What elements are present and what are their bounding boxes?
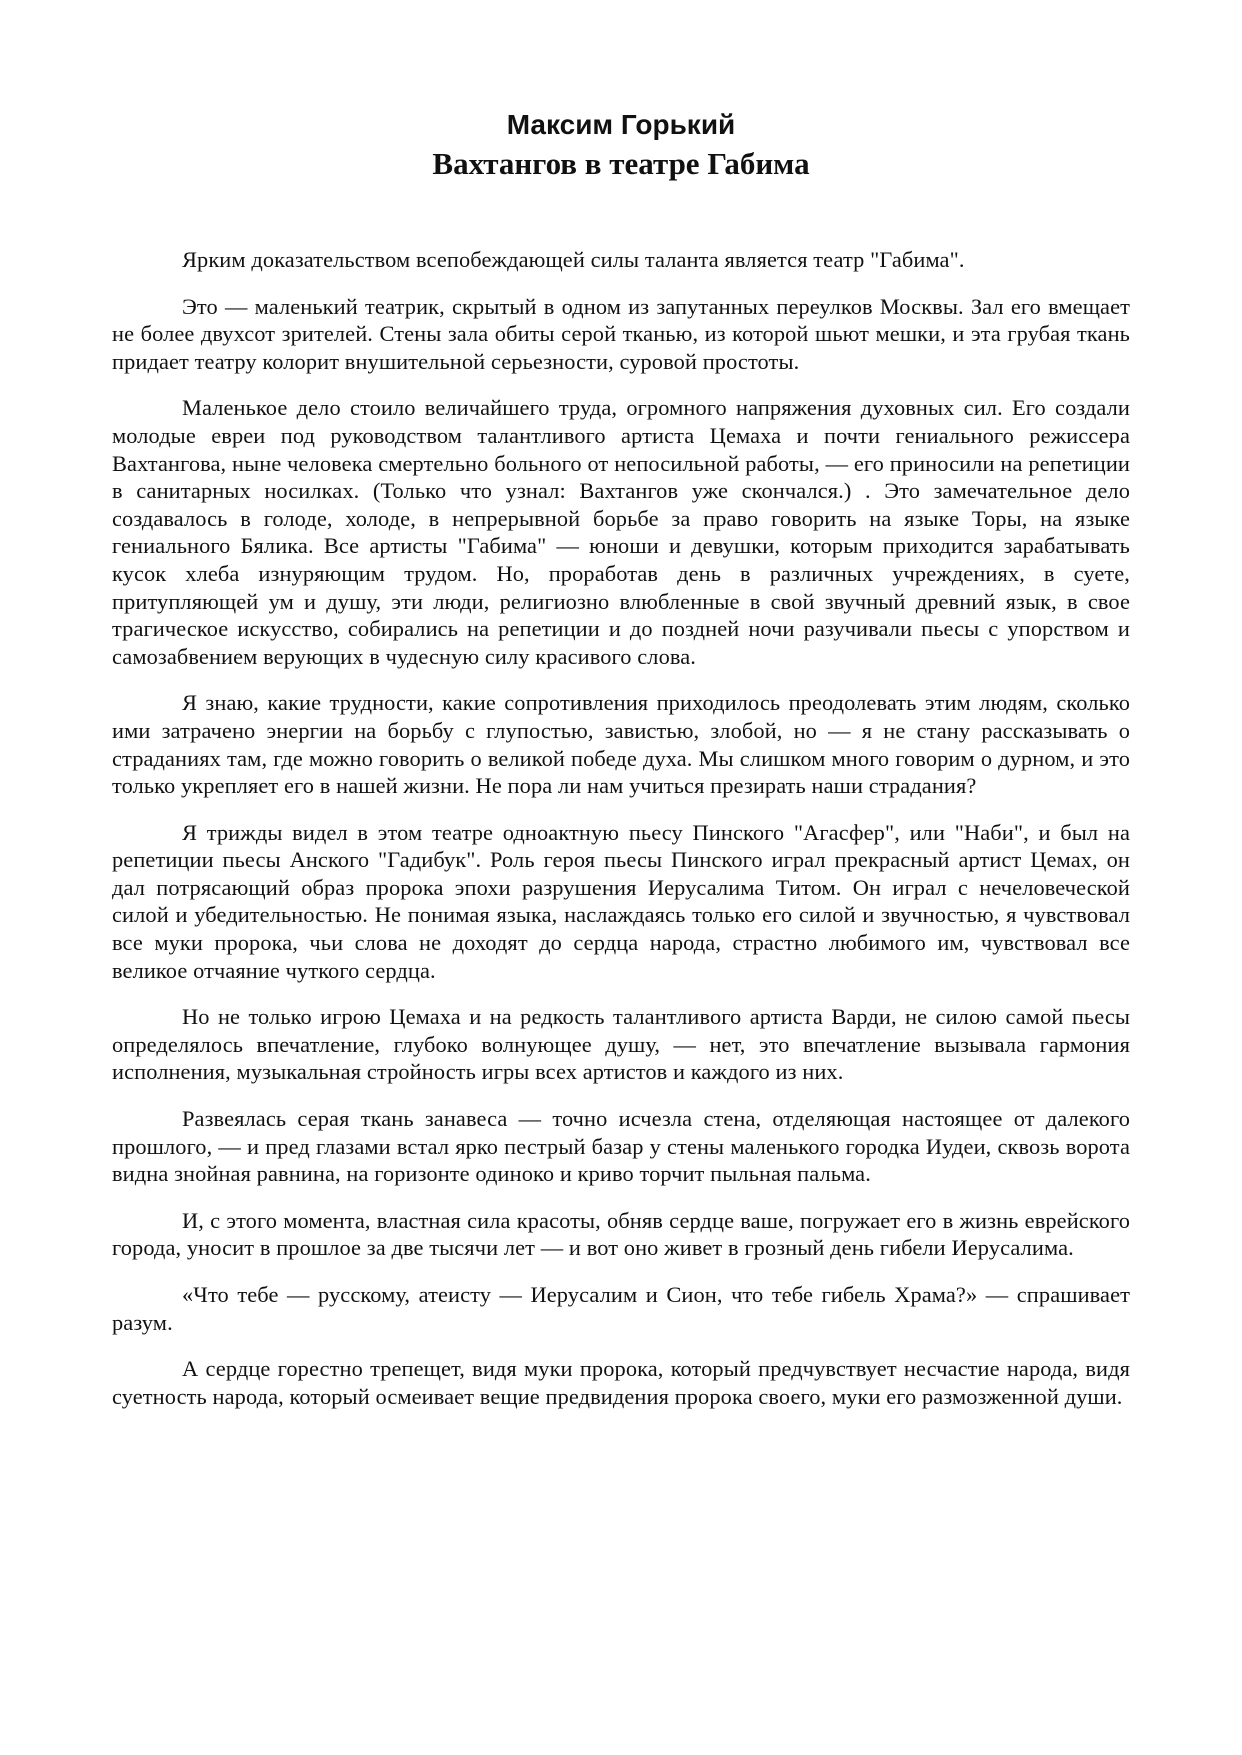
paragraph-10: А сердце горестно трепещет, видя муки пророка, который предчувствует несчастие народа, видя суетность народа, который осмеивает вещие предвидения пророка своего, муки его размозженной души.	[112, 1356, 1130, 1409]
paragraph-4: Я знаю, какие трудности, какие сопротивления приходилось преодолевать этим людям, сколько ими затрачено энергии на борьбу с глупостью, завистью, злобой, но — я не стану рассказывать о страданиях там, где можно говорить о великой победе духа. Мы слишком много говорим о дурном, и это только укрепляет его в нашей жизни. Не пора ли нам учиться презирать наши страдания?	[112, 690, 1130, 799]
paragraph-9: «Что тебе — русскому, атеисту — Иерусалим и Сион, что тебе гибель Храма?» — спрашивает разум.	[112, 1282, 1130, 1335]
paragraph-7: Развеялась серая ткань занавеса — точно исчезла стена, отделяющая настоящее от далекого прошлого, — и пред глазами встал ярко пестрый базар у стены маленького городка Иудеи, сквозь ворота видна знойная равнина, на горизонте одиноко и криво торчит пыльная пальма.	[112, 1106, 1130, 1187]
paragraph-3: Маленькое дело стоило величайшего труда, огромного напряжения духовных сил. Его создали молодые евреи под руководством талантливого артиста Цемаха и почти гениального режиссера Вахтангова, ныне человека смертельно больного от непосильной работы, — его приносили на репетиции в санитарных носилках. (Только что узнал: Вахтангов уже скончался.) . Это замечательное дело создавалось в голоде, холоде, в непрерывной борьбе за право говорить на языке Торы, на языке гениального Бялика. Все артисты "Габима" — юноши и девушки, которым приходится зарабатывать кусок хлеба изнуряющим трудом. Но, проработав день в различных учреждениях, в суете, притупляющей ум и душу, эти люди, религиозно влюбленные в свой звучный древний язык, в свое трагическое искусство, собирались на репетиции и до поздней ночи разучивали пьесы с упорством и самозабвением верующих в чудесную силу красивого слова.	[112, 395, 1130, 669]
document-body	[112, 246, 1130, 1410]
paragraph-2: Это — маленький театрик, скрытый в одном из запутанных переулков Москвы. Зал его вмещает не более двухсот зрителей. Стены зала обиты серой тканью, из которой шьют мешки, и эта грубая ткань придает театру колорит внушительной серьезности, суровой простоты.	[112, 293, 1130, 374]
author-name: Максим Горький	[506, 109, 736, 140]
paragraph-8: И, с этого момента, властная сила красоты, обняв сердце ваше, погружает его в жизнь еврейского города, уносит в прошлое за две тысячи лет — и вот оно живет в грозный день гибели Иерусалима.	[112, 1207, 1130, 1261]
paragraph-1: Ярким доказательством всепобеждающей силы таланта является театр "Габима".	[182, 247, 965, 272]
paragraph-6: Но не только игрою Цемаха и на редкость талантливого артиста Варди, не силою самой пьесы определялось впечатление, глубоко волнующее душу, — нет, это впечатление вызывала гармония исполнения, музыкальная стройность игры всех артистов и каждого из них.	[112, 1004, 1130, 1085]
document-page	[112, 108, 1130, 1429]
document-title: Вахтангов в театре Габима	[432, 146, 810, 181]
paragraph-5: Я трижды видел в этом театре одноактную пьесу Пинского "Агасфер", или "Наби", и был на репетиции пьесы Анского "Гадибук". Роль героя пьесы Пинского играл прекрасный артист Цемах, он дал потрясающий образ пророка эпохи разрушения Иерусалима Титом. Он играл с нечеловеческой силой и убедительностью. Не понимая языка, наслаждаясь только его силой и звучностью, я чувствовал все муки пророка, чьи слова не доходят до сердца народа, страстно любимого им, чувствовал все великое отчаяние чуткого сердца.	[112, 819, 1130, 983]
